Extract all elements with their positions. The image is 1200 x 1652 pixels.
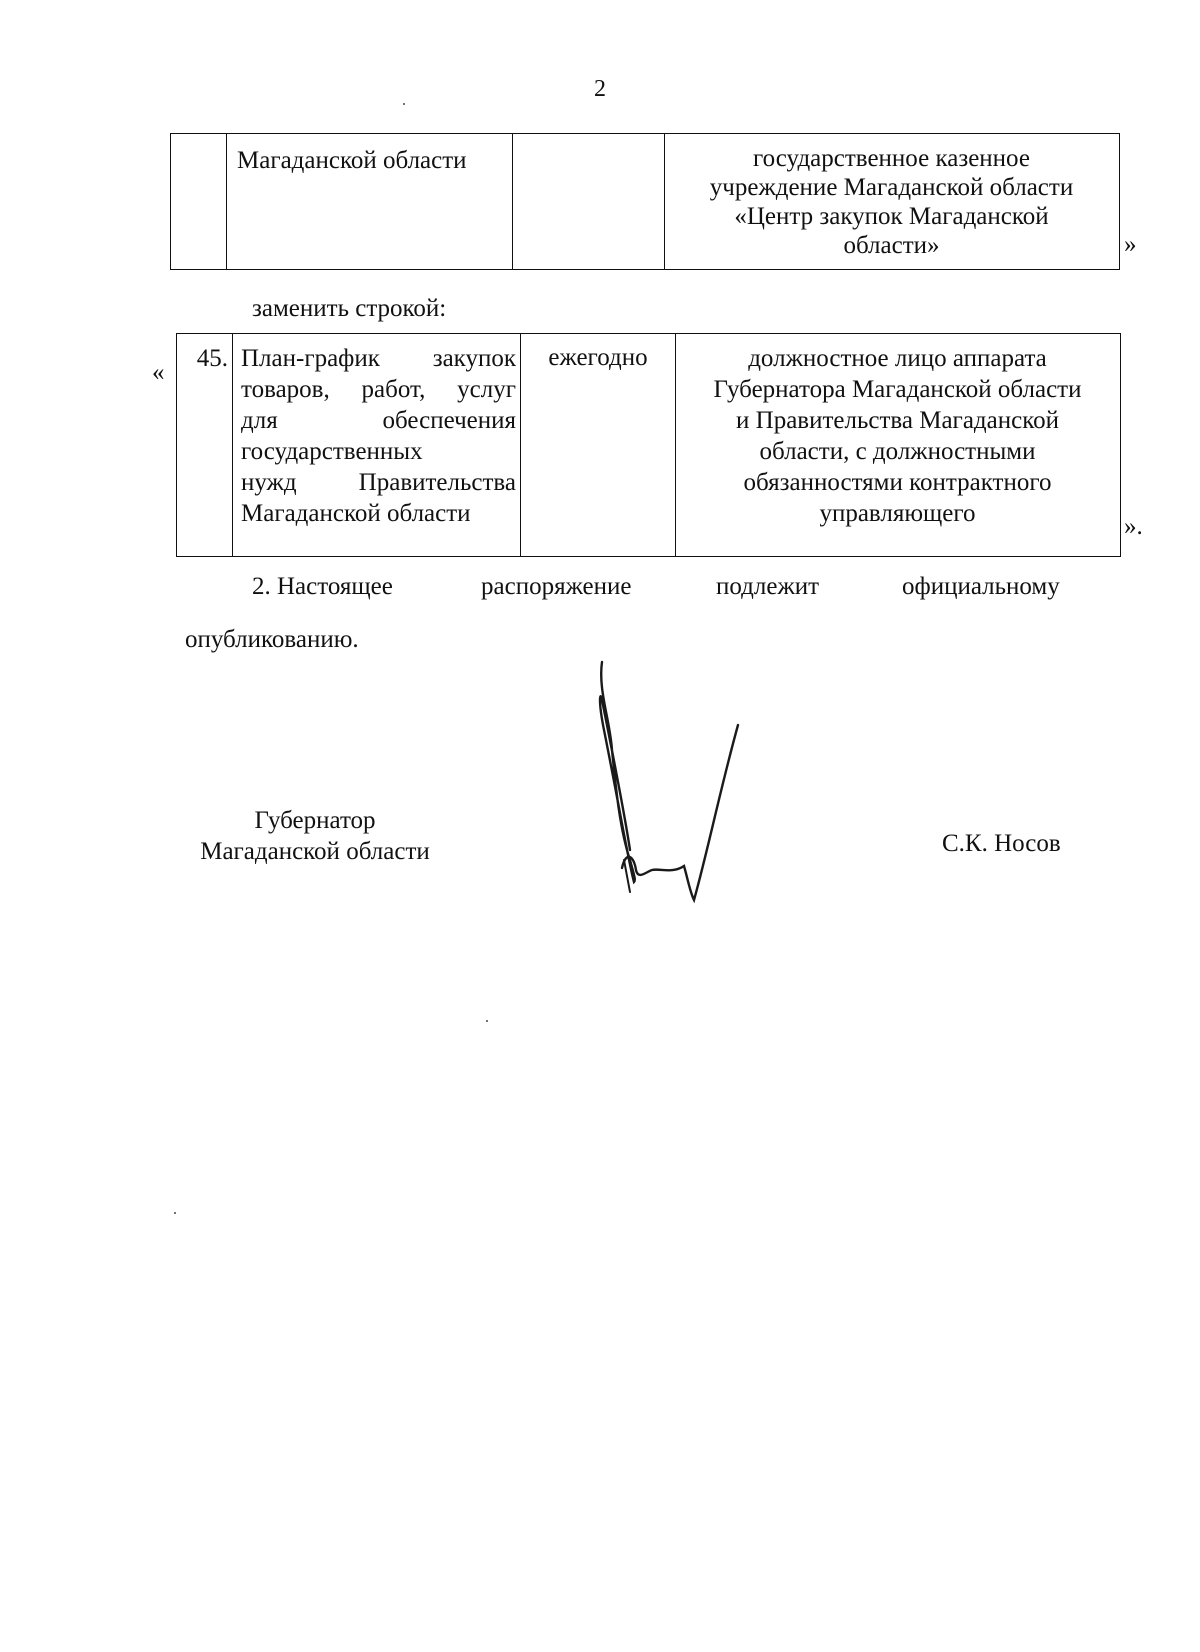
new-document-line-3: для обеспечения: [241, 407, 516, 434]
new-responsible-line-2: Губернатора Магаданской области: [713, 376, 1082, 403]
new-responsible-line-6: управляющего: [819, 500, 976, 527]
prev-col-document: [227, 134, 513, 269]
prev-responsible-line-3: «Центр закупок Магаданской: [734, 203, 1049, 230]
prev-col-document-text: Магаданской области: [237, 147, 467, 174]
new-responsible-line-3: и Правительства Магаданской: [736, 407, 1059, 434]
signer-title-line-2: Магаданской области: [200, 838, 430, 865]
signer-name: С.К. Носов: [942, 830, 1061, 857]
scan-speck: [486, 1020, 488, 1022]
new-document-line-2: товаров, работ, услуг: [241, 376, 516, 403]
prev-closing-quote: »: [1124, 231, 1137, 258]
new-responsible-line-5: обязанностями контрактного: [743, 469, 1052, 496]
new-responsible-line-4: области, с должностными: [759, 438, 1036, 465]
new-row-number: 45.: [196, 345, 228, 372]
paragraph2-word-4: официальному: [902, 573, 1060, 600]
previous-table-row: [170, 133, 1120, 270]
paragraph2-word-1: 2. Настоящее: [252, 573, 393, 600]
new-col-period: [521, 334, 676, 556]
new-document-line-4: государственных: [241, 438, 423, 465]
signer-title-line-1: Губернатор: [254, 807, 376, 834]
new-period-text: ежегодно: [548, 344, 648, 371]
new-document-line-1: План-график закупок: [241, 345, 516, 372]
prev-col-period: [513, 134, 665, 269]
prev-col-number: [171, 134, 227, 269]
new-responsible-line-1: должностное лицо аппарата: [748, 345, 1047, 372]
new-table-row: [176, 333, 1121, 557]
paragraph2-tail: опубликованию.: [185, 626, 359, 653]
handwritten-signature: [590, 660, 790, 920]
paragraph2-word-3: подлежит: [716, 573, 820, 600]
replace-label: заменить строкой:: [252, 295, 447, 322]
signer-title: [165, 805, 465, 867]
paragraph2-word-2: распоряжение: [481, 573, 632, 600]
prev-col-responsible: [665, 134, 1118, 269]
scan-speck: [403, 103, 405, 105]
prev-responsible-line-2: учреждение Магаданской области: [709, 174, 1074, 201]
scan-speck: [174, 1212, 176, 1214]
page-number: 2: [594, 76, 606, 102]
new-closing-quote: ».: [1124, 513, 1143, 540]
new-document-line-6: Магаданской области: [241, 500, 471, 527]
new-col-document: [233, 334, 521, 556]
prev-responsible-line-4: области»: [843, 232, 940, 259]
new-opening-quote: «: [152, 359, 165, 386]
new-col-responsible: [676, 334, 1119, 556]
new-document-line-5: нужд Правительства: [241, 469, 516, 496]
new-col-number: [177, 334, 233, 556]
prev-responsible-line-1: государственное казенное: [753, 145, 1030, 172]
